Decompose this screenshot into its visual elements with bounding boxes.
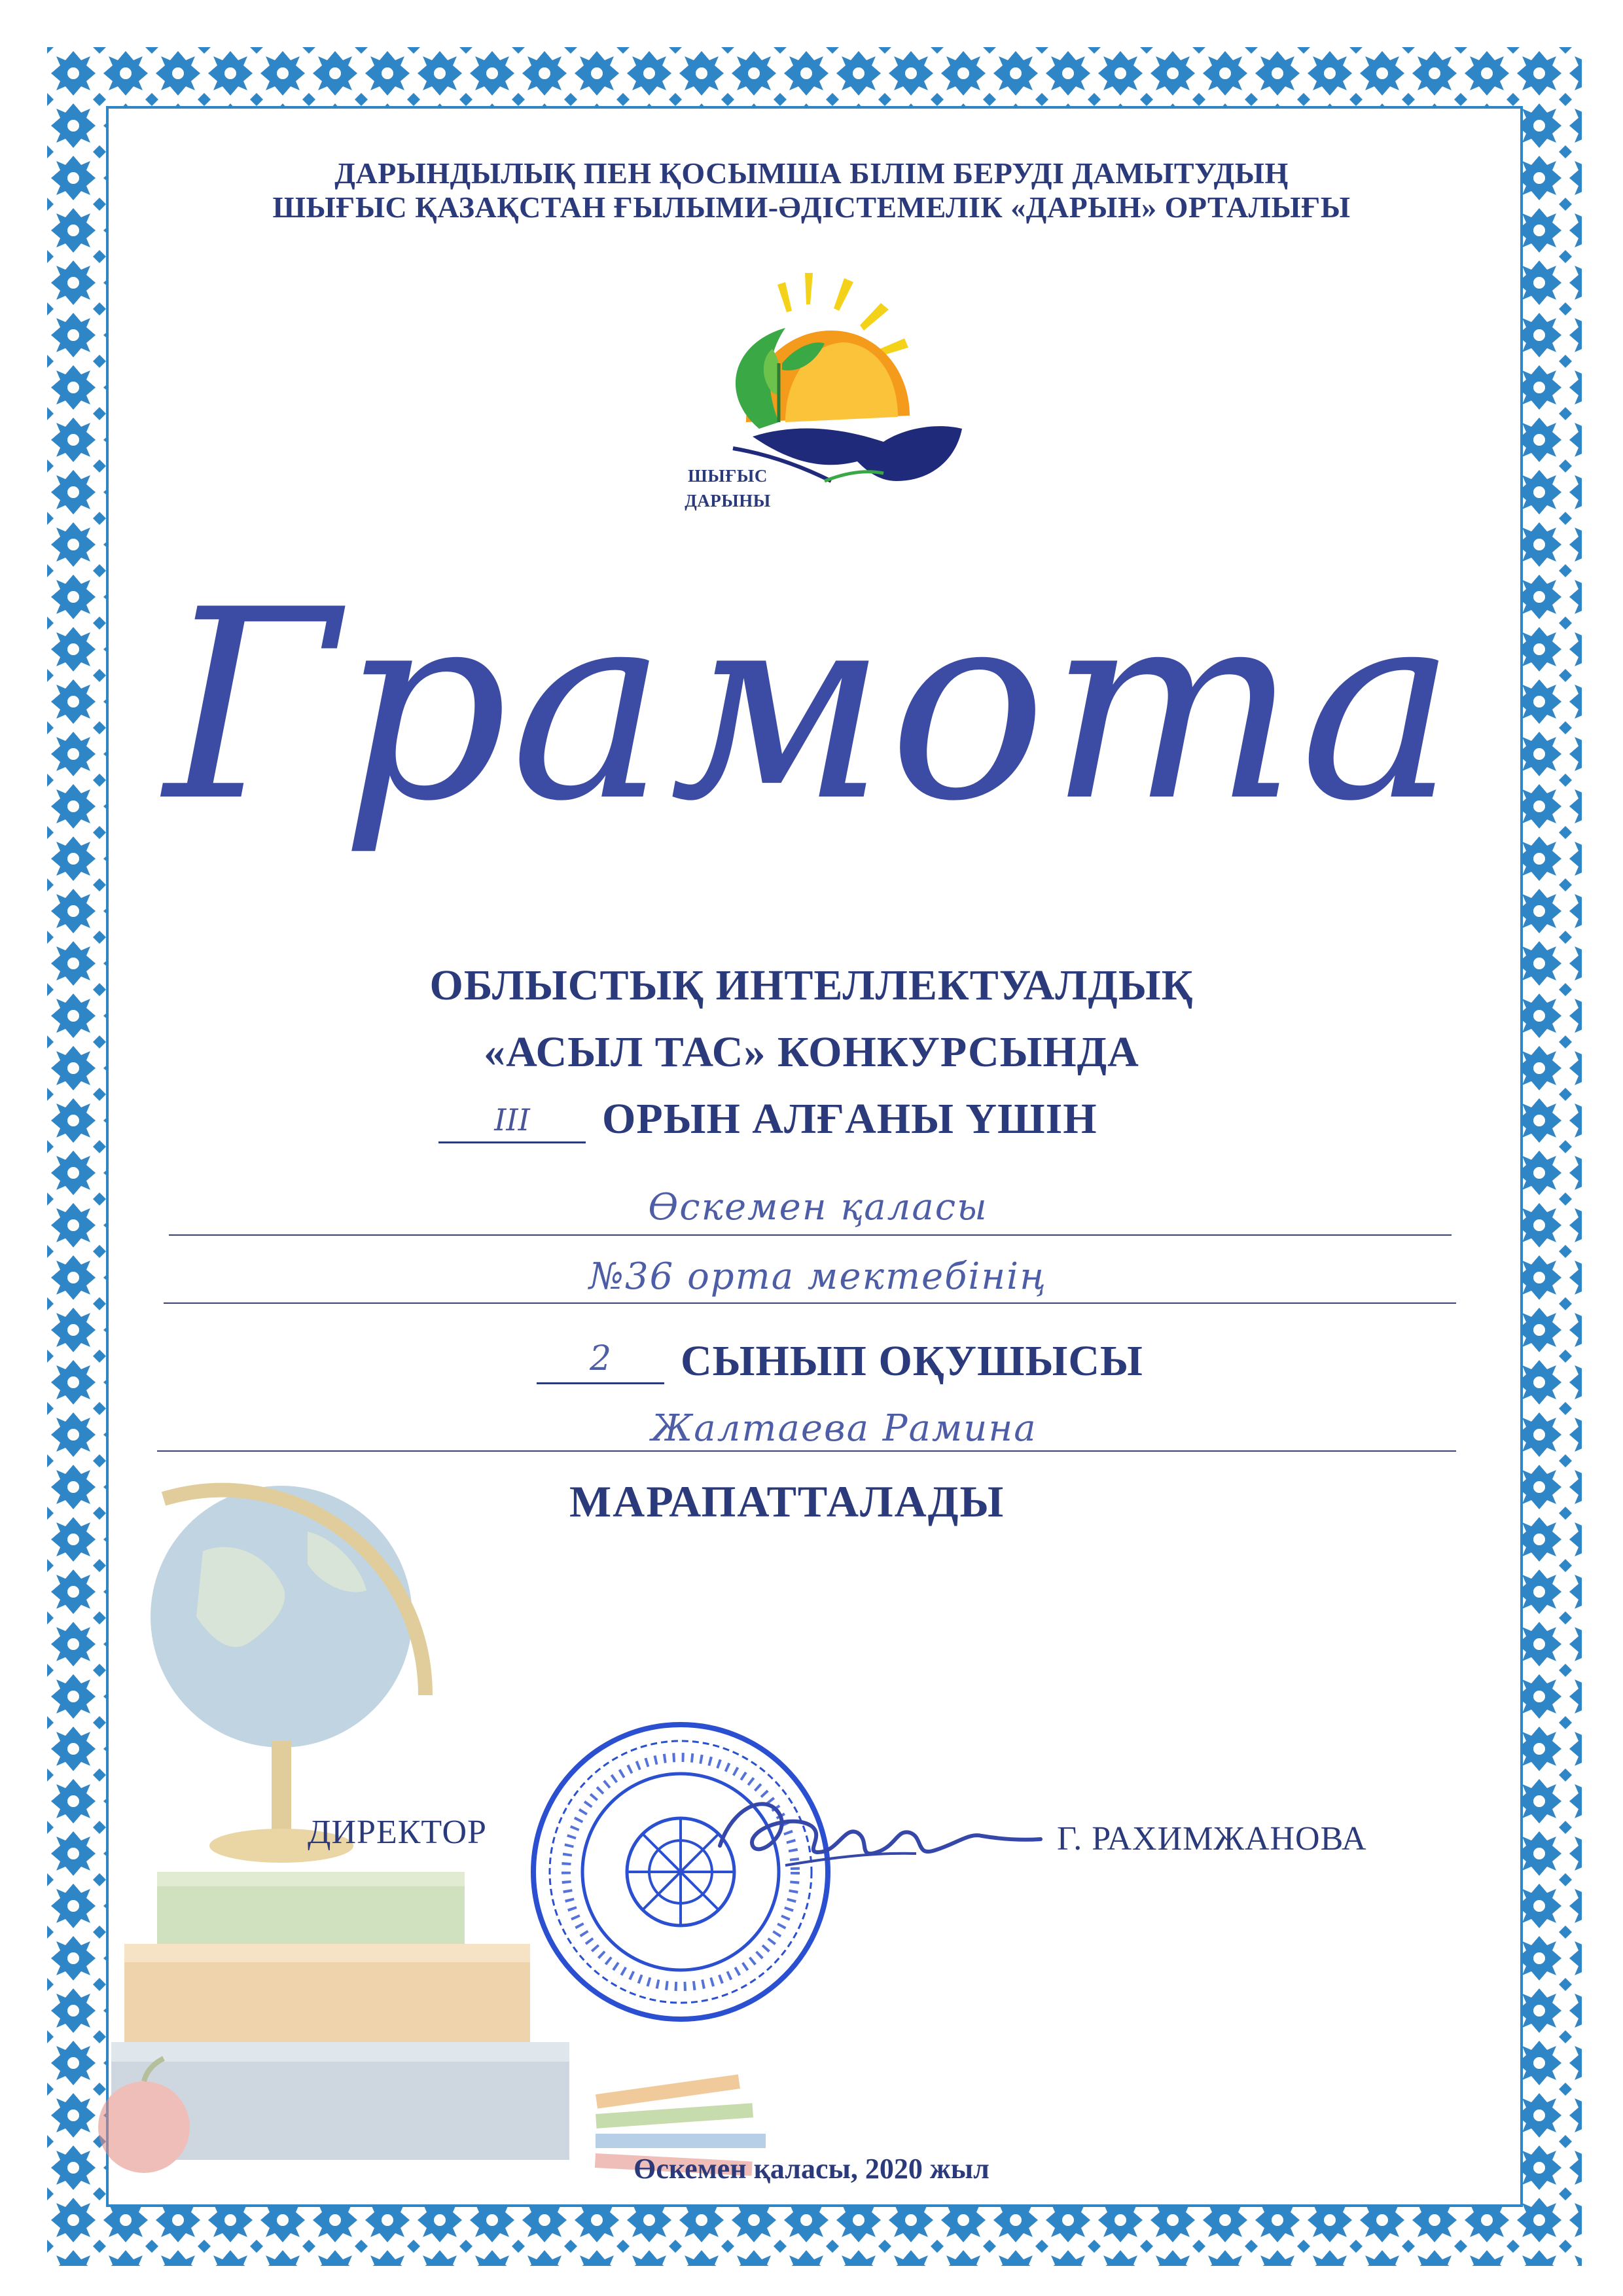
- class-blank-line: [537, 1382, 664, 1384]
- place-blank-line: [438, 1141, 586, 1143]
- certificate-title: Грамота: [164, 554, 1459, 859]
- class-value: 2: [589, 1339, 612, 1378]
- student-underline: [157, 1450, 1456, 1452]
- organization-line-2: ШЫҒЫС ҚАЗАҚСТАН ҒЫЛЫМИ-ӘДІСТЕМЕЛІК «ДАРЫН» ОРТАЛЫҒЫ: [272, 190, 1351, 224]
- city-handwritten: Өскемен қаласы: [648, 1186, 988, 1229]
- school-underline: [164, 1302, 1456, 1304]
- contest-heading-line-2: «АСЫЛ ТАС» КОНКУРСЫНДА: [484, 1028, 1139, 1076]
- awarded-text: МАРАПАТТАЛАДЫ: [569, 1477, 1005, 1526]
- organization-line-1: ДАРЫНДЫЛЫҚ ПЕН ҚОСЫМША БІЛІМ БЕРУДІ ДАМЫТУДЫҢ: [334, 156, 1289, 190]
- logo-text-line-1: ШЫҒЫС: [688, 466, 768, 486]
- city-underline: [169, 1234, 1452, 1236]
- class-label: СЫНЫП ОҚУШЫСЫ: [681, 1337, 1143, 1385]
- place-and-year: Өскемен қаласы, 2020 жыл: [633, 2153, 990, 2185]
- handwritten-signature-icon: [707, 1767, 1047, 1898]
- director-label: ДИРЕКТОР: [308, 1814, 487, 1851]
- contest-heading-line-1: ОБЛЫСТЫҚ ИНТЕЛЛЕКТУАЛДЫҚ: [429, 961, 1194, 1009]
- logo-text-line-2: ДАРЫНЫ: [685, 491, 771, 511]
- class-row: [0, 1336, 1623, 1395]
- place-label: ОРЫН АЛҒАНЫ ҮШІН: [602, 1095, 1097, 1143]
- place-row: [0, 1094, 1623, 1153]
- school-handwritten: №36 орта мектебінің: [589, 1255, 1047, 1298]
- student-name-handwritten: Жалтаева Рамина: [651, 1407, 1037, 1450]
- signer-name: Г. РАХИМЖАНОВА: [1057, 1820, 1367, 1857]
- place-value: ІІІ: [494, 1102, 530, 1138]
